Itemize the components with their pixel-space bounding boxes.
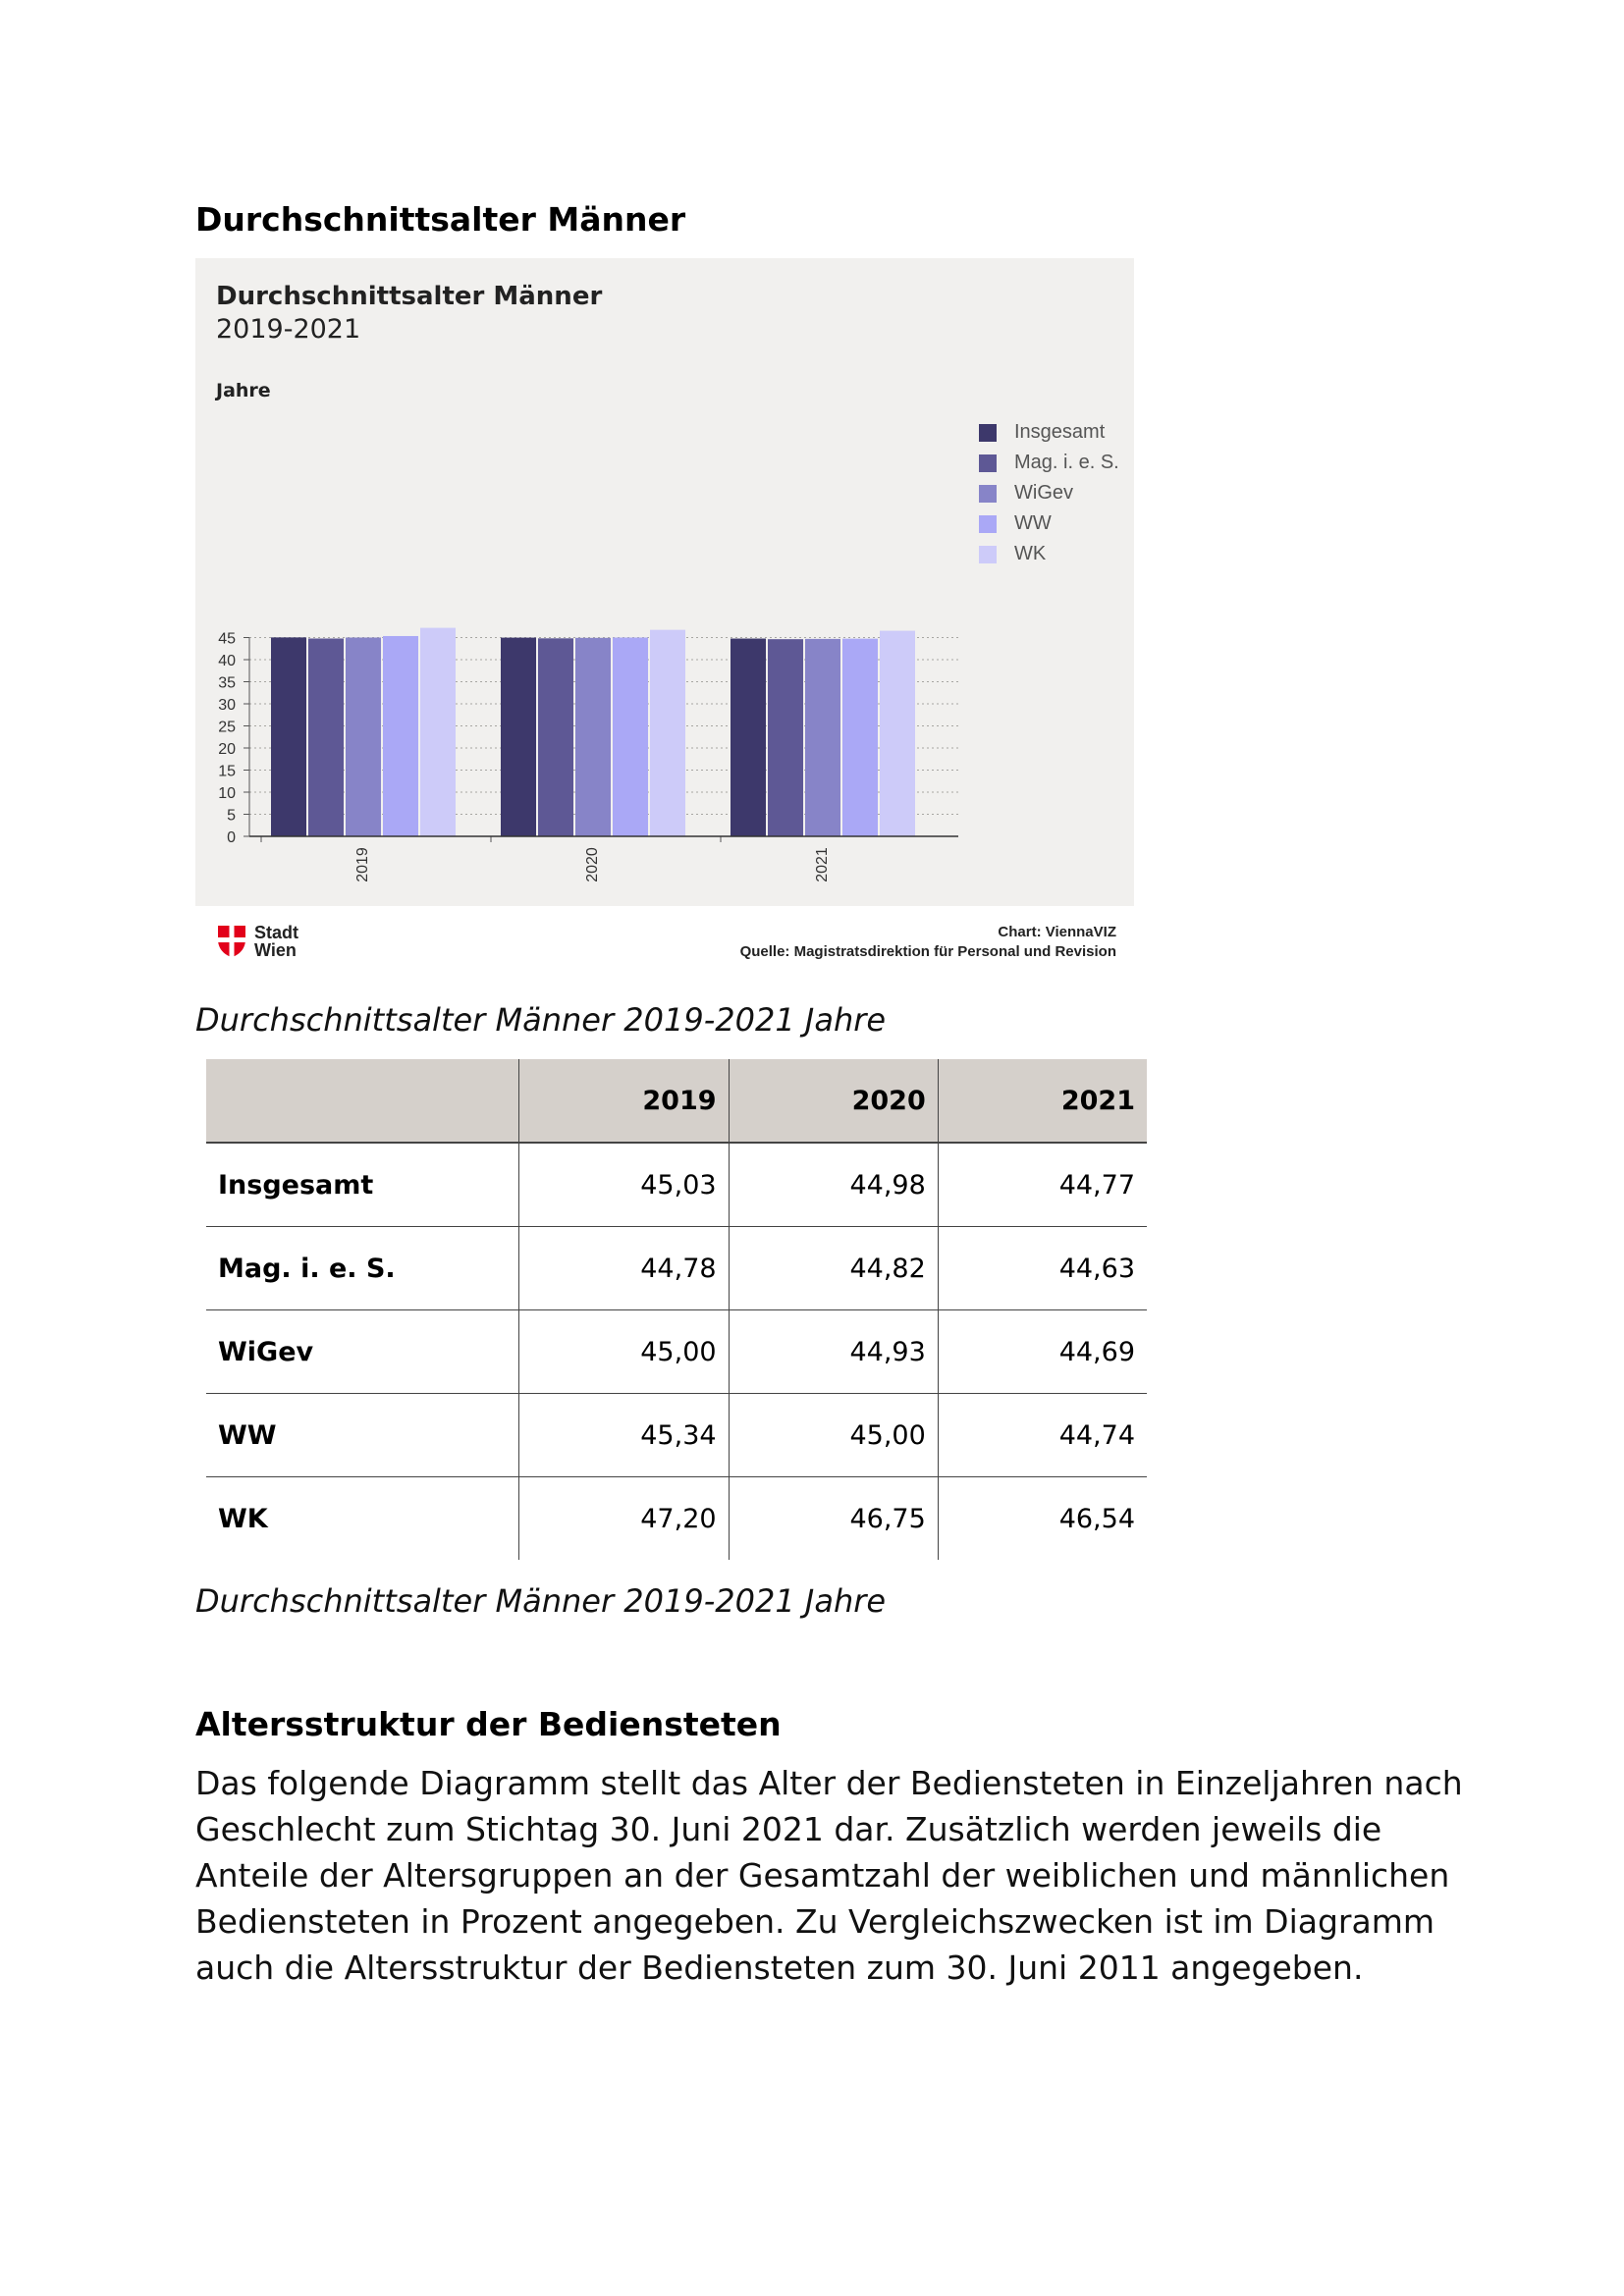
- table-row: [206, 1310, 1147, 1394]
- table-cell: 45,34: [519, 1394, 729, 1477]
- table-row: [206, 1394, 1147, 1477]
- table-cell: 44,93: [729, 1310, 938, 1394]
- table-caption: Durchschnittsalter Männer 2019-2021 Jahre: [195, 1582, 887, 1620]
- section-heading-age-structure: Altersstruktur der Bediensteten: [195, 1705, 782, 1743]
- table-cell: 45,00: [729, 1394, 938, 1477]
- body-paragraph: Das folgende Diagramm stellt das Alter der Bediensteten in Einzeljahren nach Geschlecht zum Stichtag 30. Juni 2021 dar. Zusätzlich werden jeweils die Anteile der Altersgruppen an der Gesamtzahl der weiblichen und männlichen Bediensteten in Prozent angegeben. Zu Vergleichszwecken ist im Diagramm auch die Altersstruktur der Bediensteten zum 30. Juni 2011 angegeben.: [195, 1764, 1463, 1987]
- bar-wk-2019: [420, 628, 456, 836]
- y-tick-label: 25: [218, 719, 236, 736]
- legend-item: [979, 478, 1119, 508]
- legend-swatch: [979, 515, 997, 533]
- table-cell: 45,00: [519, 1310, 729, 1394]
- chart-legend: [979, 417, 1119, 569]
- table-header-cell: [206, 1059, 519, 1143]
- table-row-label: Insgesamt: [206, 1143, 519, 1227]
- legend-swatch: [979, 454, 997, 472]
- bar-chart: [195, 258, 1134, 906]
- table-header-cell: 2020: [729, 1059, 938, 1143]
- logo-text-line2: Wien: [254, 940, 297, 960]
- x-tick-label: 2021: [814, 847, 832, 882]
- bar-wigev-2020: [575, 638, 611, 836]
- bar-wigev-2021: [805, 639, 840, 836]
- y-tick-label: 45: [218, 630, 236, 648]
- legend-swatch: [979, 485, 997, 503]
- y-tick-label: 0: [227, 829, 236, 846]
- y-tick-label: 15: [218, 763, 236, 780]
- table-cell: 46,75: [729, 1477, 938, 1561]
- table-cell: 44,74: [938, 1394, 1147, 1477]
- bar-ww-2020: [613, 638, 648, 837]
- chart-panel: [195, 258, 1134, 906]
- legend-swatch: [979, 546, 997, 563]
- chart-y-axis-label: Jahre: [216, 380, 271, 401]
- logo-text-line1: Stadt: [254, 923, 298, 942]
- bar-insgesamt-2021: [731, 639, 766, 836]
- table-row: [206, 1477, 1147, 1561]
- table-row: [206, 1143, 1147, 1227]
- stadt-wien-logo: [217, 924, 298, 959]
- chart-source: Quelle: Magistratsdirektion für Personal und Revision: [739, 943, 1116, 960]
- legend-label: WW: [1014, 512, 1052, 534]
- legend-item: [979, 508, 1119, 539]
- table-cell: 45,03: [519, 1143, 729, 1227]
- vienna-shield-icon: [217, 925, 246, 958]
- bar-ww-2019: [383, 636, 418, 836]
- table-cell: 44,98: [729, 1143, 938, 1227]
- x-tick-label: 2020: [584, 847, 602, 882]
- bar-wk-2021: [880, 631, 915, 836]
- legend-label: Mag. i. e. S.: [1014, 452, 1119, 473]
- data-table: [206, 1059, 1147, 1560]
- table-cell: 44,63: [938, 1227, 1147, 1310]
- bar-wk-2020: [650, 630, 685, 836]
- legend-label: Insgesamt: [1014, 421, 1106, 443]
- table-row-label: Mag. i. e. S.: [206, 1227, 519, 1310]
- y-tick-label: 30: [218, 697, 236, 714]
- bar-wigev-2019: [346, 638, 381, 837]
- table-header-cell: 2021: [938, 1059, 1147, 1143]
- x-tick-label: 2019: [354, 847, 372, 882]
- y-tick-label: 10: [218, 785, 236, 802]
- y-tick-label: 20: [218, 741, 236, 758]
- table-header-cell: 2019: [519, 1059, 729, 1143]
- legend-label: WK: [1014, 543, 1047, 564]
- table-row-label: WW: [206, 1394, 519, 1477]
- table-row-label: WiGev: [206, 1310, 519, 1394]
- y-tick-label: 40: [218, 653, 236, 669]
- table-row-label: WK: [218, 1503, 268, 1534]
- table-header-row: [206, 1059, 1147, 1143]
- y-tick-label: 35: [218, 674, 236, 692]
- bar-mag-i-e-s-2019: [308, 638, 344, 836]
- bar-mag-i-e-s-2021: [768, 639, 803, 836]
- legend-label: WiGev: [1014, 482, 1073, 504]
- table-row: [206, 1227, 1147, 1310]
- chart-subtitle: 2019-2021: [216, 314, 361, 345]
- bar-ww-2021: [842, 639, 878, 836]
- legend-item: [979, 417, 1119, 448]
- table-cell: 46,54: [938, 1477, 1147, 1561]
- chart-footer: [195, 918, 1116, 967]
- bar-insgesamt-2020: [501, 638, 536, 836]
- table-cell: 44,82: [729, 1227, 938, 1310]
- y-tick-label: 5: [227, 807, 236, 825]
- bar-mag-i-e-s-2020: [538, 638, 573, 836]
- chart-credit: Chart: ViennaVIZ: [998, 924, 1116, 940]
- legend-item: [979, 539, 1119, 569]
- legend-swatch: [979, 424, 997, 442]
- table-cell: 44,78: [519, 1227, 729, 1310]
- table-cell: 44,69: [938, 1310, 1147, 1394]
- table-cell: 44,77: [938, 1143, 1147, 1227]
- section-heading-average-age: Durchschnittsalter Männer: [195, 200, 686, 239]
- legend-item: [979, 448, 1119, 478]
- bar-insgesamt-2019: [271, 637, 306, 836]
- table-cell: 47,20: [519, 1477, 729, 1561]
- chart-caption: Durchschnittsalter Männer 2019-2021 Jahre: [195, 1001, 887, 1039]
- chart-title: Durchschnittsalter Männer: [216, 282, 603, 311]
